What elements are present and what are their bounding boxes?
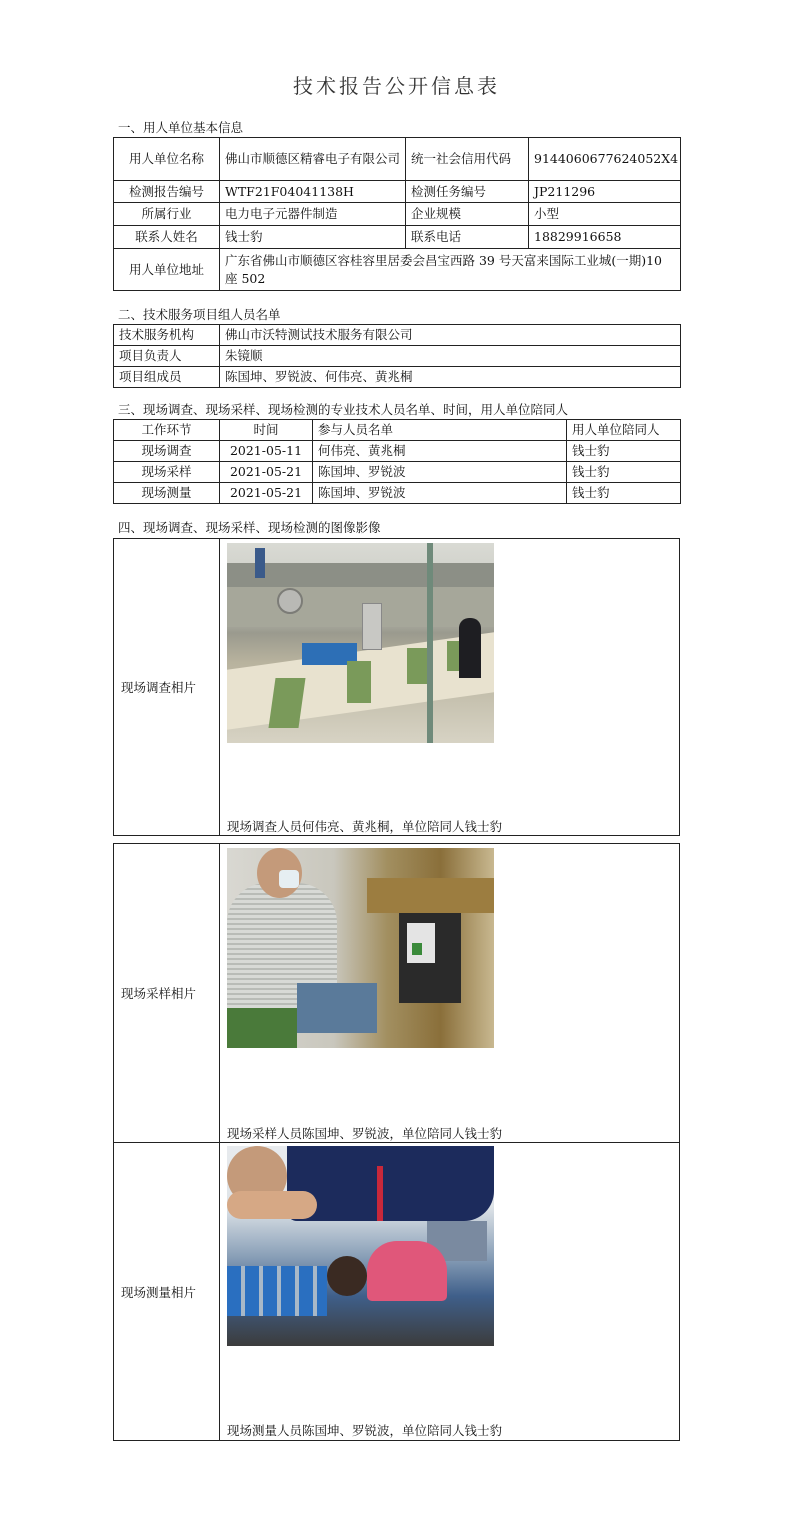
photo-block-survey [113,538,680,836]
company-address: 广东省佛山市顺德区容桂容里居委会昌宝西路 39 号天富来国际工业城(一期)10 座 502 [220,249,681,291]
label-scale: 企业规模 [406,203,529,226]
table-header-row [114,420,681,441]
photo-caption-survey: 现场调查人员何伟亮、黄兆桐，单位陪同人钱士豹 [227,819,503,834]
sampling-photo [227,848,494,1048]
measuring-photo [227,1146,494,1346]
header-participants: 参与人员名单 [313,420,567,441]
table-row [114,462,681,483]
label-credit-code: 统一社会信用代码 [406,138,529,181]
date: 2021-05-21 [220,483,313,504]
table-row [114,325,681,346]
label-phone: 联系电话 [406,226,529,249]
photo-label-survey: 现场调查相片 [121,680,197,695]
label-report-no: 检测报告编号 [114,181,220,203]
header-stage: 工作环节 [114,420,220,441]
scale: 小型 [529,203,681,226]
industry: 电力电子元器件制造 [220,203,406,226]
survey-photo [227,543,494,743]
participants: 陈国坤、罗锐波 [313,462,567,483]
label-company-name: 用人单位名称 [114,138,220,181]
members: 陈国坤、罗锐波、何伟亮、黄兆桐 [220,367,681,388]
contact-name: 钱士豹 [220,226,406,249]
photo-label-measuring: 现场测量相片 [121,1285,197,1300]
table-row [114,181,681,203]
section2-heading: 二、技术服务项目组人员名单 [118,307,281,322]
basic-info-table [113,137,681,291]
table-row [114,249,681,291]
table-row [114,483,681,504]
report-no: WTF21F04041138H [220,181,406,203]
task-no: JP211296 [529,181,681,203]
date: 2021-05-11 [220,441,313,462]
table-row [114,441,681,462]
company-name: 佛山市顺德区精睿电子有限公司 [220,138,406,181]
companion: 钱士豹 [567,483,681,504]
section4-heading: 四、现场调查、现场采样、现场检测的图像影像 [118,520,381,535]
table-row [114,367,681,388]
team-table [113,324,681,388]
photo-block-sampling-measuring [113,843,680,1441]
stage: 现场测量 [114,483,220,504]
label-members: 项目组成员 [114,367,220,388]
table-row [114,203,681,226]
date: 2021-05-21 [220,462,313,483]
label-task-no: 检测任务编号 [406,181,529,203]
header-companion: 用人单位陪同人 [567,420,681,441]
agency: 佛山市沃特测试技术服务有限公司 [220,325,681,346]
photo-caption-measuring: 现场测量人员陈国坤、罗锐波，单位陪同人钱士豹 [227,1423,503,1438]
leader: 朱镜顺 [220,346,681,367]
contact-phone: 18829916658 [529,226,681,249]
credit-code: 9144060677624052X4 [529,138,681,181]
section1-heading: 一、用人单位基本信息 [118,120,244,135]
table-row [114,346,681,367]
stage: 现场采样 [114,462,220,483]
participants: 何伟亮、黄兆桐 [313,441,567,462]
label-industry: 所属行业 [114,203,220,226]
table-row [114,226,681,249]
page-title: 技术报告公开信息表 [293,74,500,98]
label-agency: 技术服务机构 [114,325,220,346]
photo-caption-sampling: 现场采样人员陈国坤、罗锐波，单位陪同人钱士豹 [227,1126,503,1141]
onsite-table [113,419,681,504]
label-address: 用人单位地址 [114,249,220,291]
header-time: 时间 [220,420,313,441]
companion: 钱士豹 [567,441,681,462]
section3-heading: 三、现场调查、现场采样、现场检测的专业技术人员名单、时间，用人单位陪同人 [118,402,569,417]
photo-label-sampling: 现场采样相片 [121,986,197,1001]
label-contact: 联系人姓名 [114,226,220,249]
companion: 钱士豹 [567,462,681,483]
stage: 现场调查 [114,441,220,462]
label-leader: 项目负责人 [114,346,220,367]
table-row [114,138,681,181]
participants: 陈国坤、罗锐波 [313,483,567,504]
